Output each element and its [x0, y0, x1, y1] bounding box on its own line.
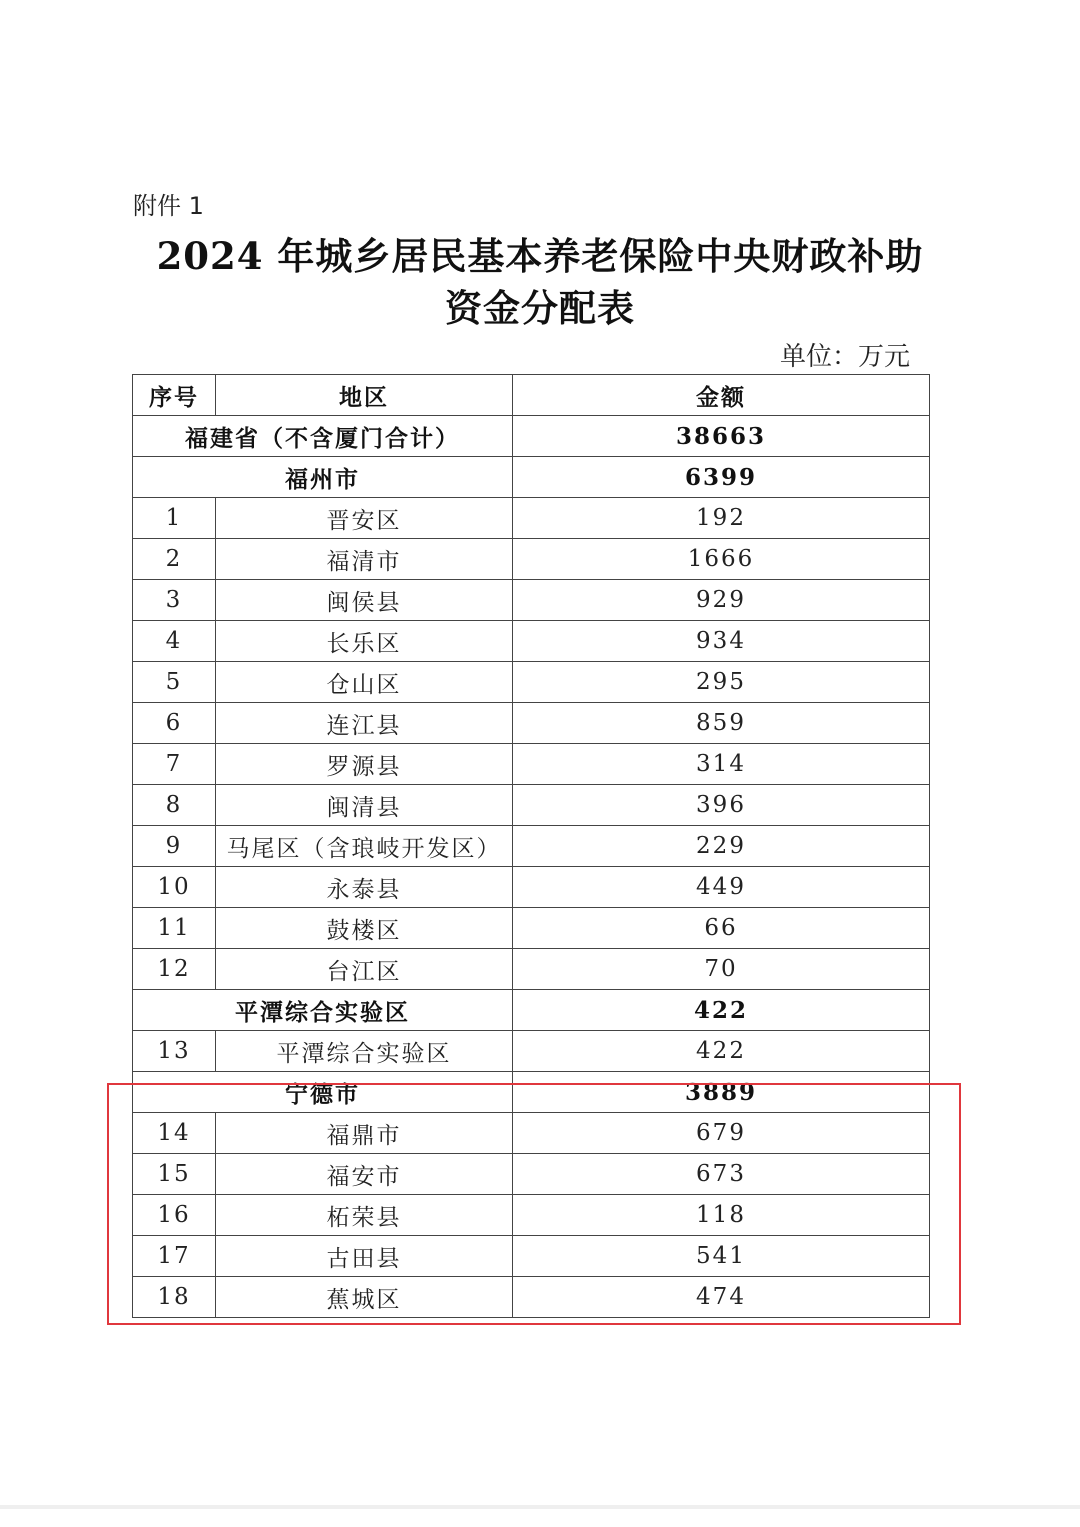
cell-region: 长乐区 [216, 621, 513, 662]
cell-region: 福鼎市 [216, 1113, 513, 1154]
table-row [133, 1195, 930, 1236]
header-no: 序号 [133, 375, 216, 416]
table-row [133, 1154, 930, 1195]
table-row [133, 1031, 930, 1072]
cell-region: 连江县 [216, 703, 513, 744]
cell-amount: 934 [513, 621, 930, 662]
table-row [133, 1113, 930, 1154]
document-title-line1: 2024 年城乡居民基本养老保险中央财政补助 [156, 234, 924, 278]
cell-no: 2 [133, 539, 216, 580]
group-name: 平潭综合实验区 [133, 990, 513, 1031]
cell-amount: 192 [513, 498, 930, 539]
cell-region: 仓山区 [216, 662, 513, 703]
total-row [133, 416, 930, 457]
table-row [133, 867, 930, 908]
cell-no: 5 [133, 662, 216, 703]
cell-no: 6 [133, 703, 216, 744]
cell-amount: 929 [513, 580, 930, 621]
table-row [133, 826, 930, 867]
table-row [133, 662, 930, 703]
table-row [133, 621, 930, 662]
table-row [133, 1277, 930, 1318]
cell-amount: 314 [513, 744, 930, 785]
cell-region: 晋安区 [216, 498, 513, 539]
cell-region: 鼓楼区 [216, 908, 513, 949]
cell-no: 8 [133, 785, 216, 826]
cell-no: 18 [133, 1277, 216, 1318]
cell-region: 闽清县 [216, 785, 513, 826]
cell-no: 4 [133, 621, 216, 662]
cell-no: 10 [133, 867, 216, 908]
document-title-line2: 资金分配表 [445, 286, 635, 330]
cell-no: 9 [133, 826, 216, 867]
cell-region: 柘荣县 [216, 1195, 513, 1236]
table-row [133, 785, 930, 826]
cell-region: 台江区 [216, 949, 513, 990]
group-amount: 3889 [513, 1072, 930, 1113]
cell-region: 福清市 [216, 539, 513, 580]
group-amount: 6399 [513, 457, 930, 498]
cell-amount: 396 [513, 785, 930, 826]
table-row [133, 498, 930, 539]
cell-no: 13 [133, 1031, 216, 1072]
group-name: 福州市 [133, 457, 513, 498]
cell-no: 1 [133, 498, 216, 539]
table-header-row [133, 375, 930, 416]
cell-region: 闽侯县 [216, 580, 513, 621]
cell-region: 马尾区（含琅岐开发区） [216, 826, 513, 867]
cell-region: 平潭综合实验区 [216, 1031, 513, 1072]
cell-amount: 118 [513, 1195, 930, 1236]
table-row [133, 580, 930, 621]
total-label: 福建省（不含厦门合计） [133, 416, 513, 457]
cell-amount: 673 [513, 1154, 930, 1195]
table-row [133, 1236, 930, 1277]
cell-no: 7 [133, 744, 216, 785]
attachment-label: 附件 1 [133, 192, 204, 220]
cell-no: 15 [133, 1154, 216, 1195]
cell-region: 古田县 [216, 1236, 513, 1277]
cell-amount: 449 [513, 867, 930, 908]
table-row [133, 703, 930, 744]
page-bottom-edge [0, 1505, 1080, 1509]
cell-amount: 1666 [513, 539, 930, 580]
cell-amount: 70 [513, 949, 930, 990]
cell-region: 福安市 [216, 1154, 513, 1195]
cell-region: 罗源县 [216, 744, 513, 785]
header-amount: 金额 [513, 375, 930, 416]
cell-amount: 295 [513, 662, 930, 703]
cell-amount: 422 [513, 1031, 930, 1072]
table-row [133, 908, 930, 949]
cell-region: 永泰县 [216, 867, 513, 908]
cell-no: 3 [133, 580, 216, 621]
table-row [133, 539, 930, 580]
group-row [133, 990, 930, 1031]
cell-amount: 859 [513, 703, 930, 744]
total-amount: 38663 [513, 416, 930, 457]
header-region: 地区 [216, 375, 513, 416]
group-row [133, 457, 930, 498]
group-row [133, 1072, 930, 1113]
cell-amount: 679 [513, 1113, 930, 1154]
unit-label: 单位：万元 [779, 342, 910, 372]
group-name: 宁德市 [133, 1072, 513, 1113]
table-row [133, 949, 930, 990]
cell-no: 12 [133, 949, 216, 990]
cell-no: 11 [133, 908, 216, 949]
cell-region: 蕉城区 [216, 1277, 513, 1318]
cell-amount: 66 [513, 908, 930, 949]
cell-amount: 541 [513, 1236, 930, 1277]
cell-amount: 474 [513, 1277, 930, 1318]
cell-amount: 229 [513, 826, 930, 867]
allocation-table [132, 374, 930, 1318]
cell-no: 17 [133, 1236, 216, 1277]
cell-no: 16 [133, 1195, 216, 1236]
group-amount: 422 [513, 990, 930, 1031]
table-row [133, 744, 930, 785]
cell-no: 14 [133, 1113, 216, 1154]
